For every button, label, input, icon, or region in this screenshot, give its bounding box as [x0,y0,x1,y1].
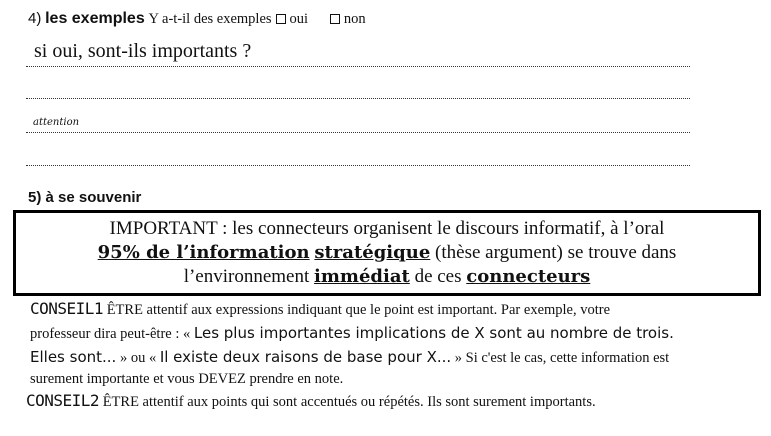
important-line-3-a: l’environnement [183,266,310,287]
conseil1-line-2 [30,322,674,345]
conseil1-text-3d: » Si c'est le cas, cette information est [454,350,670,366]
conseil1-quote-1-end: Elles sont... [30,348,117,366]
option-yes-label: oui [289,11,309,27]
conseil1-line-3 [30,346,669,369]
emphasis-95-percent: 95% de l’information [97,242,310,263]
checkbox-no[interactable] [330,14,340,24]
section4-question: Y a-t-il des exemples [148,11,272,27]
important-line-3-c: de ces [414,266,462,287]
conseil1-line-4 [30,368,343,390]
conseil1-text-3b: » ou « [119,350,157,366]
important-line-2-rest: (thèse argument) se trouve dans [435,242,677,263]
conseil1-quote-1: Les plus importantes implications de X sont au nombre de trois. [193,324,674,342]
conseil2-text: ÊTRE attentif aux points qui sont accentués ou répétés. Ils sont surement importants. [102,394,596,410]
conseil1-text-4: surement importante et vous DEVEZ prendre en note. [30,371,344,387]
section4-keyword: les exemples [45,10,145,27]
dotted-answer-line-1 [26,66,690,67]
conseil1-label: CONSEIL1 [30,299,104,318]
dotted-answer-line-3 [26,132,690,133]
important-box [13,210,761,296]
option-no-label: non [343,11,366,27]
important-line-3 [16,265,758,289]
section5-heading: 5) à se souvenir [28,189,142,206]
conseil1-text-1: ÊTRE attentif aux expressions indiquant que le point est important. Par exemple, votre [106,302,611,318]
conseil2-label: CONSEIL2 [26,391,100,410]
section4-heading [28,10,366,28]
conseil1-line-1 [30,298,610,321]
conseil2-line [26,390,596,413]
checkbox-yes[interactable] [276,14,286,24]
dotted-answer-line-4 [26,165,690,166]
emphasis-immediat: immédiat [314,266,410,287]
conseil1-text-2a: professeur dira peut-être : « [30,326,191,342]
attention-note: attention [33,117,80,128]
emphasis-strategique: stratégique [314,242,431,263]
important-line-1: IMPORTANT : les connecteurs organisent le discours informatif, à l’oral [109,218,665,239]
emphasis-connecteurs: connecteurs [466,266,591,287]
answer-prompt: si oui, sont-ils importants ? [34,40,252,62]
conseil1-quote-2: Il existe deux raisons de base pour X... [159,348,452,366]
section4-number: 4) [28,10,42,27]
important-line-2 [16,241,758,265]
dotted-answer-line-2 [26,98,690,99]
